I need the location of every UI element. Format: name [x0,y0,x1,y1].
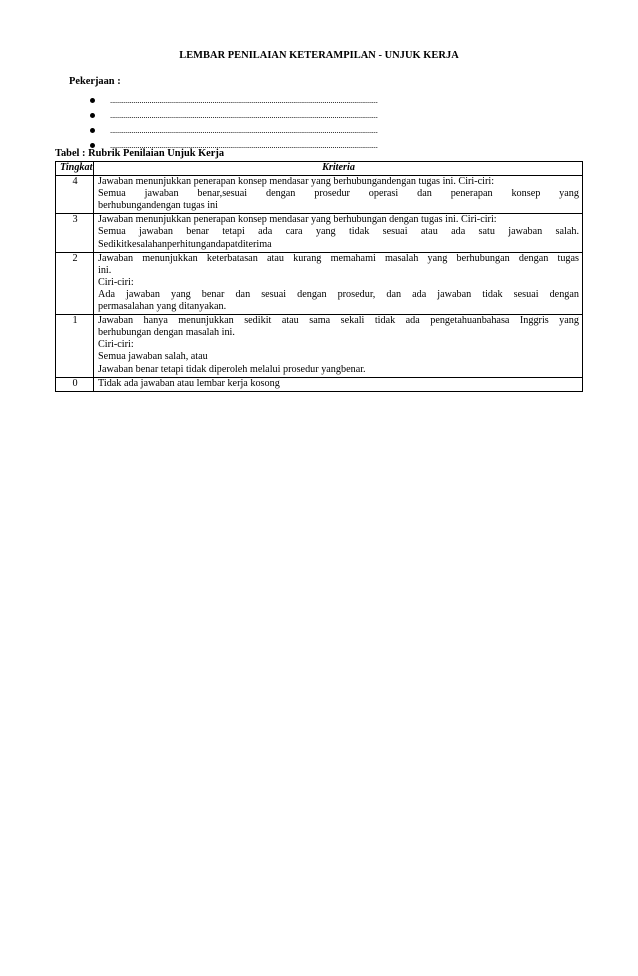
table-row [56,377,583,391]
criteria-line: Semua jawaban benar tetapi ada cara yang tidak sesuai atau ada satu jawaban salah. [98,226,579,238]
criteria-cell [94,176,583,214]
table-caption: Tabel : Rubrik Penilaian Unjuk Kerja [55,148,225,159]
table-row [56,176,583,214]
criteria-cell [94,214,583,252]
table-header-row [56,162,583,176]
dotted-line: ........................................................................................................................................ [110,95,378,105]
criteria-line: Jawaban menunjukkan penerapan konsep mendasar yang berhubungan dengan tugas ini. Ciri-ciri: [98,214,497,226]
rubric-table [55,161,583,392]
criteria-line: Jawaban menunjukkan keterbatasan atau kurang memahami masalah yang berhubungan dengan tugas [98,252,579,264]
bullet-icon [90,113,95,118]
criteria-line: ini. [98,264,112,276]
work-list-item [90,94,540,109]
work-list-item [90,124,540,139]
criteria-line: permasalahan yang ditanyakan. [98,301,227,313]
criteria-line: Semua jawaban salah, atau [98,351,208,363]
criteria-cell [94,315,583,377]
page-title: LEMBAR PENILAIAN KETERAMPILAN - UNJUK KERJA [179,50,459,61]
level-cell: 0 [56,377,94,391]
table-row [56,252,583,314]
criteria-cell [94,377,583,391]
criteria-line: Ada jawaban yang benar dan sesuai dengan prosedur, dan ada jawaban tidak sesuai dengan [98,288,579,300]
table-row [56,214,583,252]
work-list-item [90,109,540,124]
criteria-line: Ciri-ciri: [98,339,134,351]
criteria-line: berhubungan dengan masalah ini. [98,327,235,339]
criteria-line: Jawaban menunjukkan penerapan konsep mendasar yang berhubungandengan tugas ini. Ciri-ciri: [98,176,495,188]
criteria-line: Jawaban hanya menunjukkan sedikit atau sama sekali tidak ada pengetahuanbahasa Inggris yang [98,315,579,327]
dotted-line: ........................................................................................................................................ [110,140,378,150]
header-criteria: Kriteria [94,162,583,176]
criteria-line: Semua jawaban benar,sesuai dengan prosedur operasi dan penerapan konsep yang [98,188,579,200]
work-list [90,94,540,154]
dotted-line: ........................................................................................................................................ [110,125,378,135]
level-cell: 3 [56,214,94,252]
criteria-line: Ciri-ciri: [98,276,134,288]
criteria-cell [94,252,583,314]
criteria-line: Jawaban benar tetapi tidak diperoleh melalui prosedur yangbenar. [98,363,366,375]
bullet-icon [90,98,95,103]
dotted-line: ........................................................................................................................................ [110,110,378,120]
header-level: Tingkat [56,162,94,176]
bullet-icon [90,128,95,133]
level-cell: 2 [56,252,94,314]
work-label: Pekerjaan : [69,76,121,87]
level-cell: 1 [56,315,94,377]
criteria-line: berhubungandengan tugas ini [98,200,218,212]
table-row [56,315,583,377]
criteria-line: Sedikitkesalahanperhitungandapatditerima [98,238,272,250]
criteria-line: Tidak ada jawaban atau lembar kerja kosong [98,377,280,389]
level-cell: 4 [56,176,94,214]
